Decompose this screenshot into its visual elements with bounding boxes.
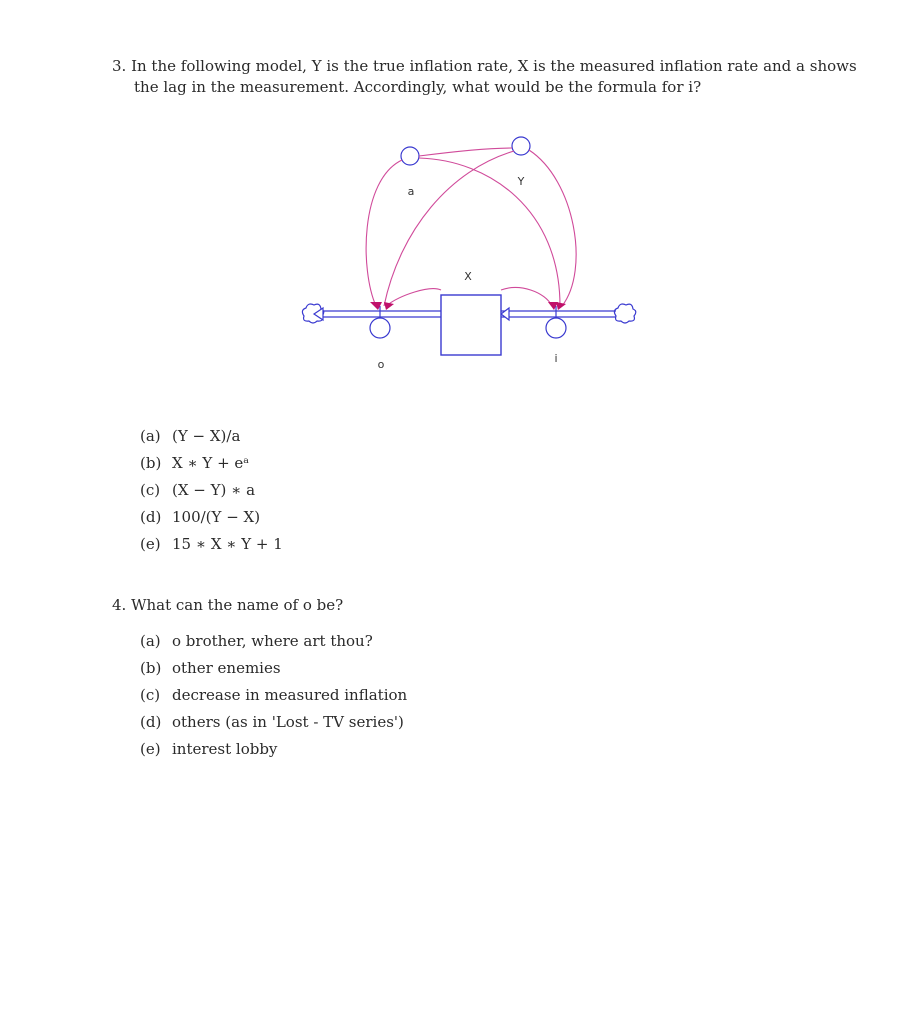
link-x-to-i (501, 288, 552, 306)
q4-option-c: (c) decrease in measured inflation (140, 686, 408, 704)
q4-option-a: (a) o brother, where art thou? (140, 632, 373, 650)
link-x-to-o (386, 289, 441, 306)
label-i: i (554, 352, 558, 365)
q3-option-c: (c) (X − Y) ∗ a (140, 481, 256, 499)
sink-cloud-icon (614, 304, 635, 323)
converter-a-circle (401, 147, 419, 165)
stock-flow-diagram (290, 120, 650, 380)
q4-option-b: (b) other enemies (140, 659, 281, 677)
q3-option-a: (a) (Y − X)/a (140, 427, 241, 445)
q3-option-e: (e) 15 ∗ X ∗ Y + 1 (140, 535, 283, 553)
question-3-text-line2: the lag in the measurement. Accordingly, what would be the formula for i? (134, 78, 702, 96)
label-x: X (464, 270, 472, 283)
label-a: a (407, 185, 415, 198)
stock-x-box (441, 295, 501, 355)
label-o: o (377, 358, 385, 371)
q3-option-b: (b) X ∗ Y + eᵃ (140, 454, 250, 472)
question-4-text: 4. What can the name of o be? (112, 596, 344, 614)
converter-y-circle (512, 137, 530, 155)
link-y-to-i (529, 150, 576, 306)
label-y: Y (517, 175, 525, 188)
valve-o-circle (370, 318, 390, 338)
q4-option-e: (e) interest lobby (140, 740, 278, 758)
q4-option-d: (d) others (as in 'Lost - TV series') (140, 713, 404, 731)
link-a-to-y (419, 148, 512, 156)
link-a-to-i (419, 158, 560, 306)
q3-option-d: (d) 100/(Y − X) (140, 508, 261, 526)
question-3-text-line1: 3. In the following model, Y is the true inflation rate, X is the measured inflation rate and a shows (112, 57, 857, 75)
link-a-to-o (366, 160, 402, 306)
link-y-to-o (384, 151, 514, 306)
valve-i-circle (546, 318, 566, 338)
